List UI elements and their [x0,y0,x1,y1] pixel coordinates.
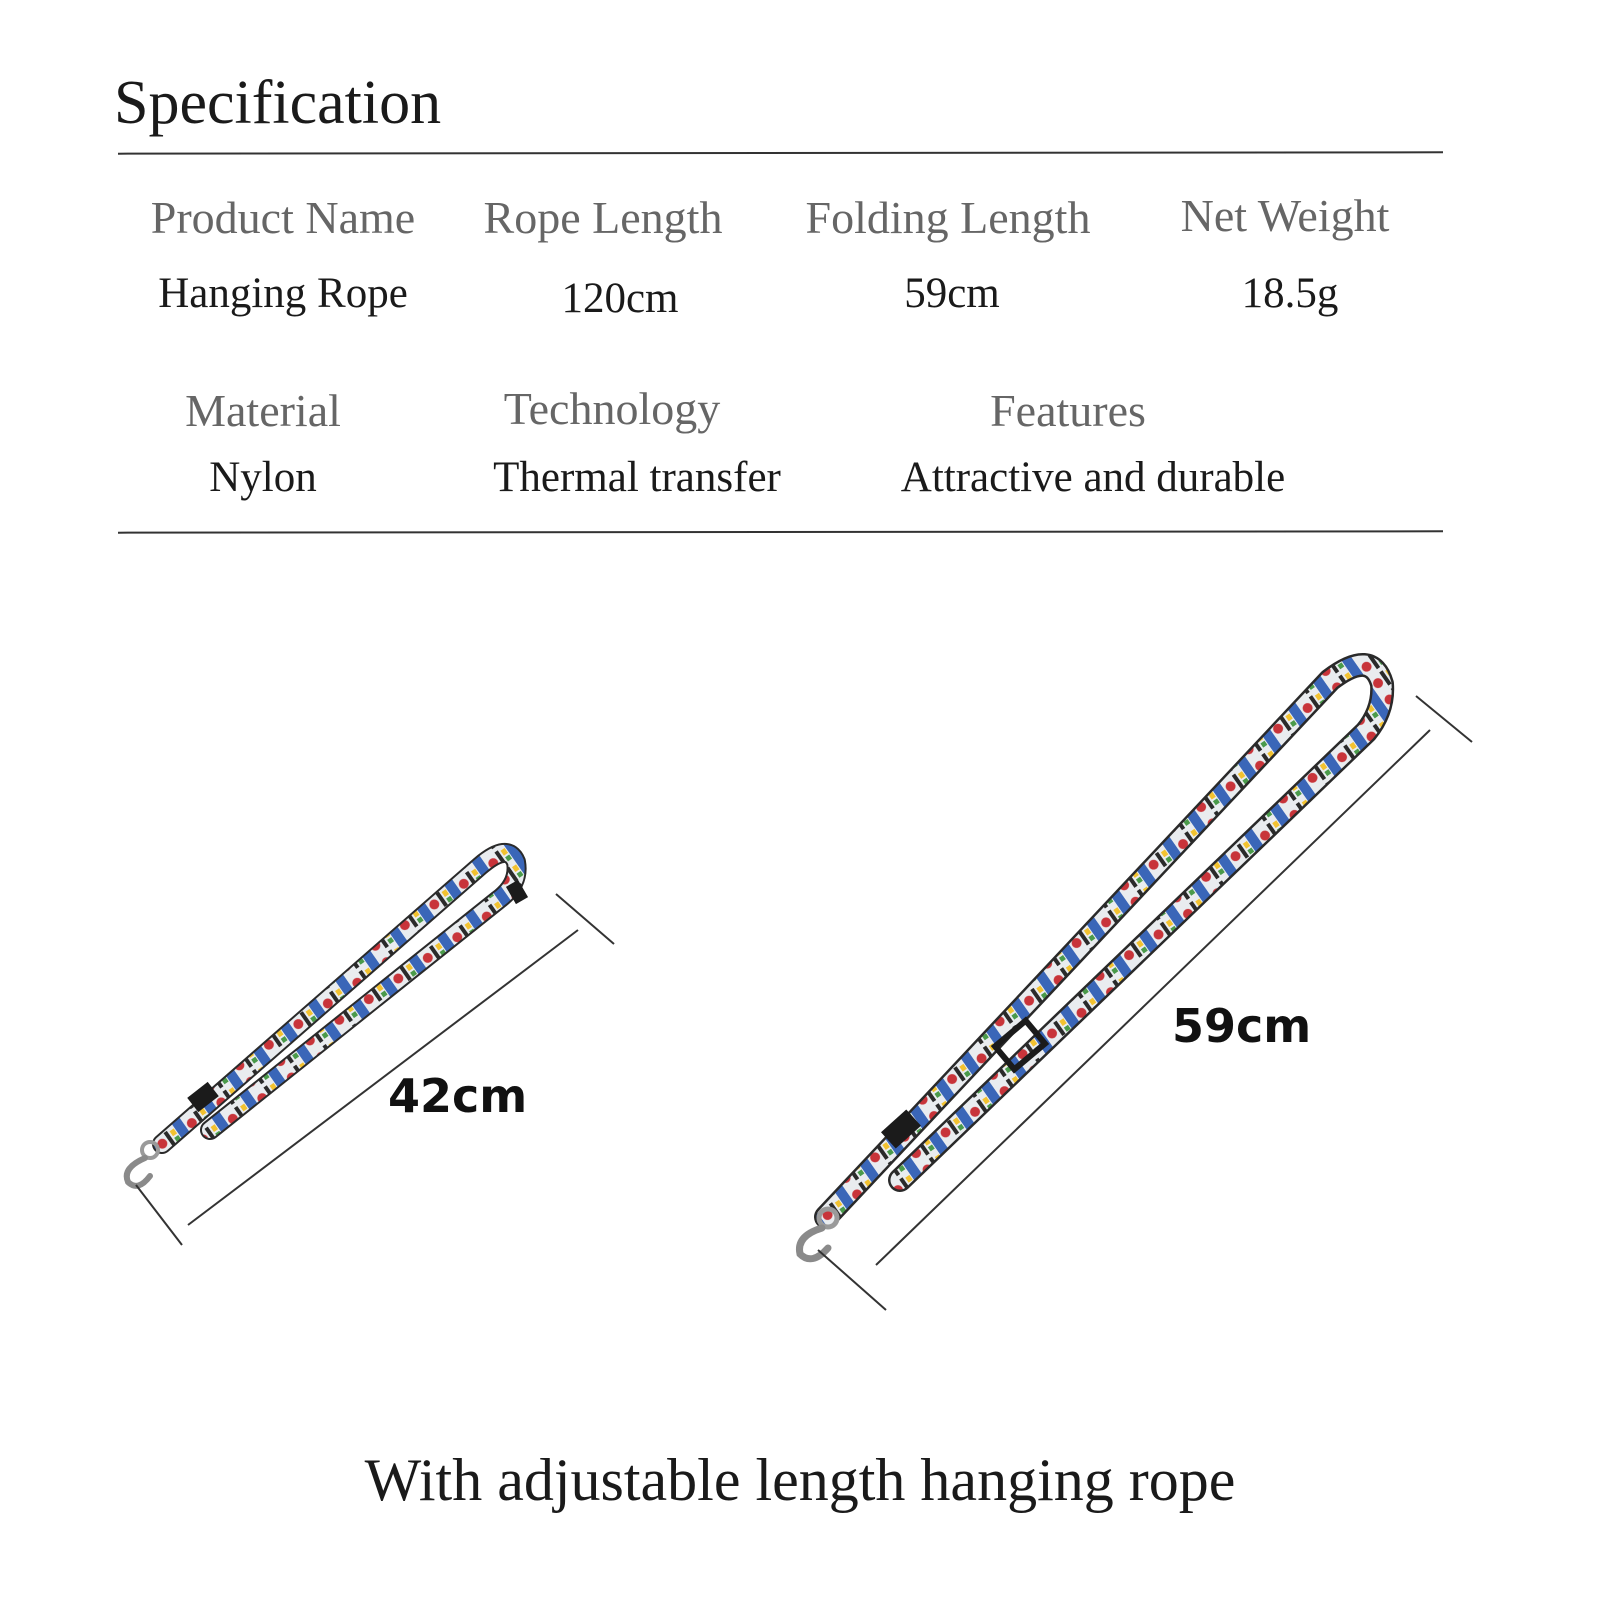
spec-label-product-name: Product Name [150,192,416,243]
spec-label-material: Material [185,385,341,436]
spec-label-technology: Technology [503,383,721,434]
spec-value-rope-length: 120cm [561,275,679,322]
spec-value-folding-length: 59cm [904,270,1000,317]
spec-label-features: Features [990,385,1146,436]
lanyard-long-image [799,665,1382,1259]
spec-value-net-weight: 18.5g [1241,270,1339,317]
spec-value-material: Nylon [209,454,317,501]
spec-value-features: Attractive and durable [900,454,1286,501]
spec-label-net-weight: Net Weight [1180,190,1390,241]
spec-label-rope-length: Rope Length [483,192,723,243]
length-label-short: 42cm [388,1069,528,1123]
lanyard-short-image [127,853,528,1186]
caption: With adjustable length hanging rope [364,1447,1236,1513]
page-title: Specification [114,69,442,137]
dimension-long [818,696,1472,1310]
spec-value-product-name: Hanging Rope [158,270,408,317]
length-label-long: 59cm [1172,999,1312,1053]
spec-value-technology: Thermal transfer [493,454,781,501]
spec-label-folding-length: Folding Length [805,192,1091,243]
